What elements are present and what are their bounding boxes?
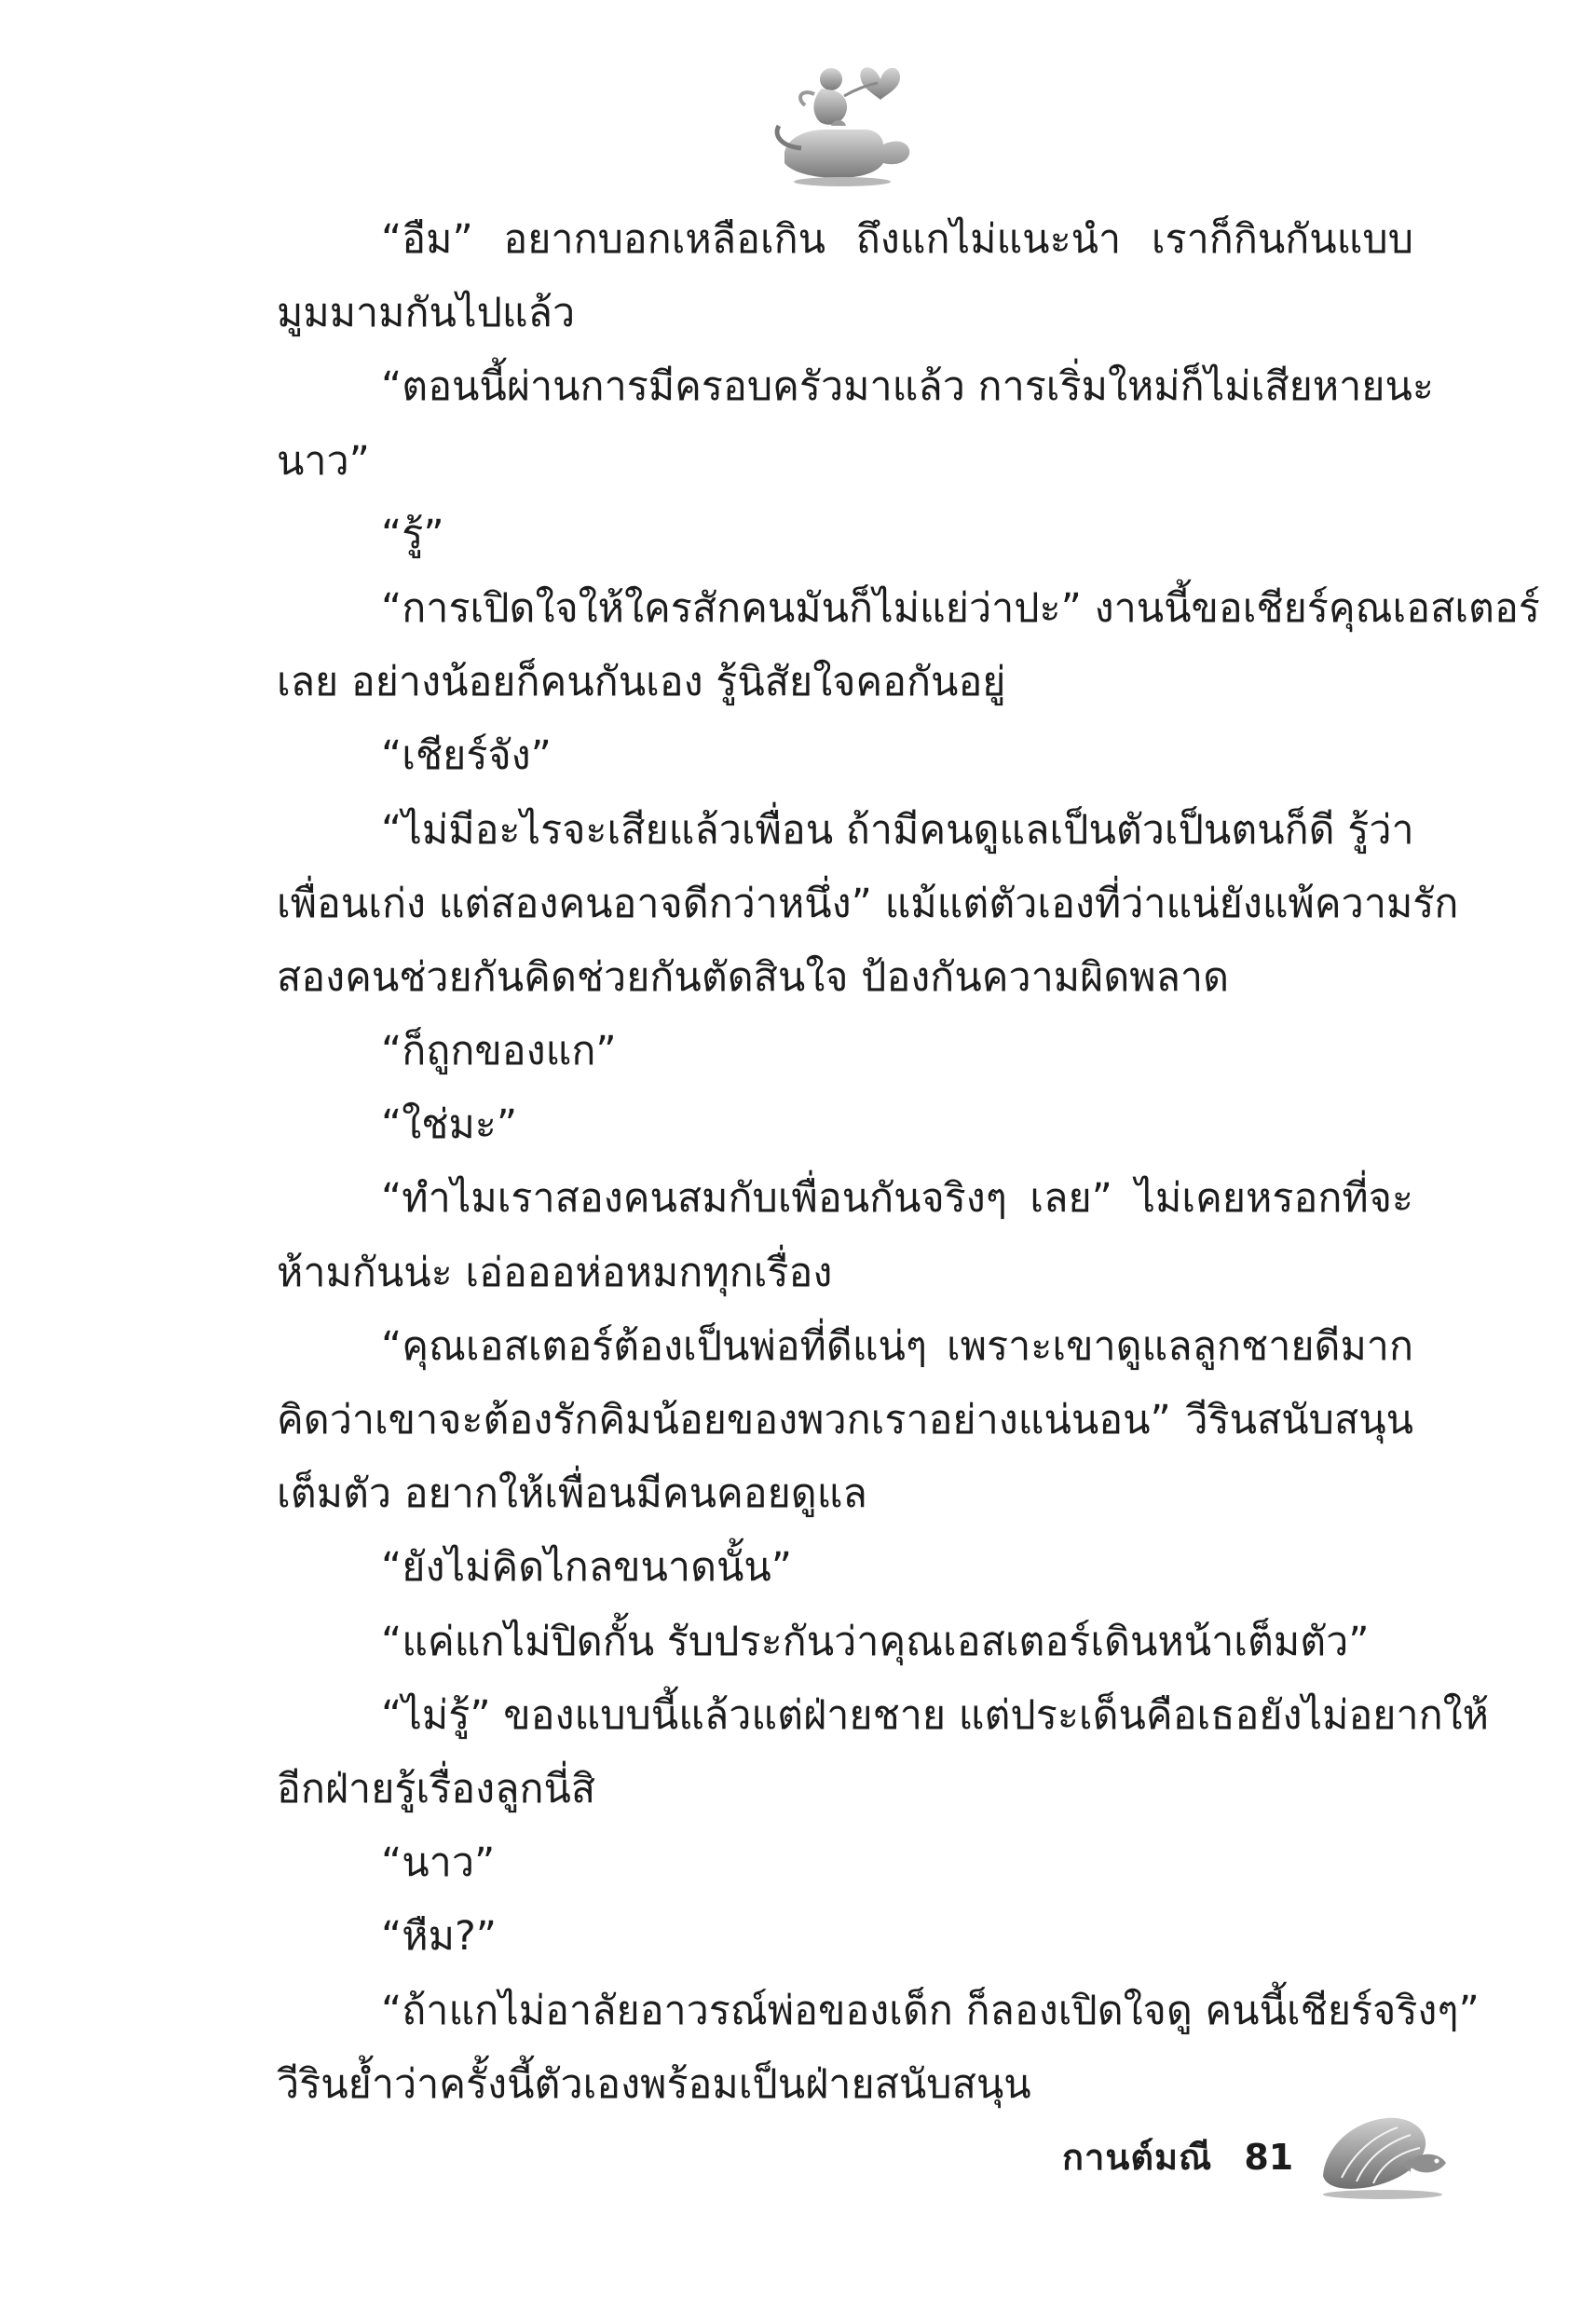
paragraph-line: เลย อย่างน้อยก็คนกันเอง รู้นิสัยใจคอกันอยู่ — [277, 659, 1006, 706]
paragraph-first-line: “ใช่มะ” — [381, 1101, 518, 1149]
paragraph-first-line: “ไม่รู้” ของแบบนี้แล้วแต่ฝ่ายชาย แต่ประเด็นคือเธอยังไม่อยากให้ — [381, 1691, 1489, 1739]
page-footer — [1062, 2129, 1293, 2185]
body-text — [277, 203, 1540, 2122]
paragraph-first-line: “อืม” อยากบอกเหลือเกิน ถึงแกไม่แนะนำ เราก็กินกันแบบ — [381, 216, 1413, 263]
paragraph-first-line: “ก็ถูกของแก” — [381, 1028, 617, 1075]
paragraph-first-line: “แค่แกไม่ปิดกั้น รับประกันว่าคุณเอสเตอร์เดินหน้าเต็มตัว” — [381, 1618, 1370, 1665]
cupid-teapot-icon — [764, 51, 922, 191]
paragraph-line: นาว” — [277, 437, 370, 485]
paragraph-line: เต็มตัว อยากให้เพื่อนมีคนคอยดูแล — [277, 1470, 867, 1518]
paragraph-first-line: “คุณเอสเตอร์ต้องเป็นพ่อที่ดีแน่ๆ เพราะเขาดูแลลูกชายดีมาก — [381, 1322, 1413, 1370]
paragraph-first-line: “ยังไม่คิดไกลขนาดนั้น” — [381, 1544, 793, 1592]
paragraph-first-line: “นาว” — [381, 1839, 496, 1887]
paragraph-line: คิดว่าเขาจะต้องรักคิมน้อยของพวกเราอย่างแน่นอน” วีรินสนับสนุน — [277, 1397, 1413, 1443]
paragraph-line: เพื่อนเก่ง แต่สองคนอาจดีกว่าหนึ่ง” แม้แต่ตัวเองที่ว่าแน่ยังแพ้ความรัก — [277, 880, 1459, 927]
paragraph-first-line: “ไม่มีอะไรจะเสียแล้วเพื่อน ถ้ามีคนดูแลเป็นตัวเป็นตนก็ดี รู้ว่า — [381, 806, 1414, 854]
paragraph-line: ห้ามกันน่ะ เอ่อออห่อหมกทุกเรื่อง — [277, 1249, 833, 1296]
paragraph-line: วีรินย้ำว่าครั้งนี้ตัวเองพร้อมเป็นฝ่ายสนับสนุน — [277, 2060, 1031, 2108]
page-number: 81 — [1244, 2137, 1294, 2178]
paragraph-line: อีกฝ่ายรู้เรื่องลูกนี่สิ — [277, 1765, 596, 1812]
book-title: กานต์มณี — [1062, 2137, 1213, 2178]
paragraph-first-line: “ถ้าแกไม่อาลัยอาวรณ์พ่อของเด็ก ก็ลองเปิดใจดู คนนี้เชียร์จริงๆ” — [381, 1987, 1480, 2034]
paragraph-first-line: “การเปิดใจให้ใครสักคนมันก็ไม่แย่ว่าปะ” งานนี้ขอเชียร์คุณเอสเตอร์ — [381, 584, 1540, 632]
paragraph-first-line: “ทำไมเราสองคนสมกับเพื่อนกันจริงๆ เลย” ไม่เคยหรอกที่จะ — [381, 1175, 1413, 1223]
paragraph-line: มูมมามกันไปแล้ว — [277, 290, 576, 337]
paragraph-first-line: “หืม?” — [381, 1913, 498, 1961]
paragraph-line: สองคนช่วยกันคิดช่วยกันตัดสินใจ ป้องกันความผิดพลาด — [277, 953, 1230, 1001]
seashell-fish-icon — [1314, 2101, 1453, 2204]
paragraph-first-line: “ตอนนี้ผ่านการมีครอบครัวมาแล้ว การเริ่มใหม่ก็ไม่เสียหายนะ — [381, 363, 1434, 411]
paragraph-first-line: “เชียร์จัง” — [381, 732, 552, 780]
paragraph-first-line: “รู้” — [381, 511, 444, 558]
